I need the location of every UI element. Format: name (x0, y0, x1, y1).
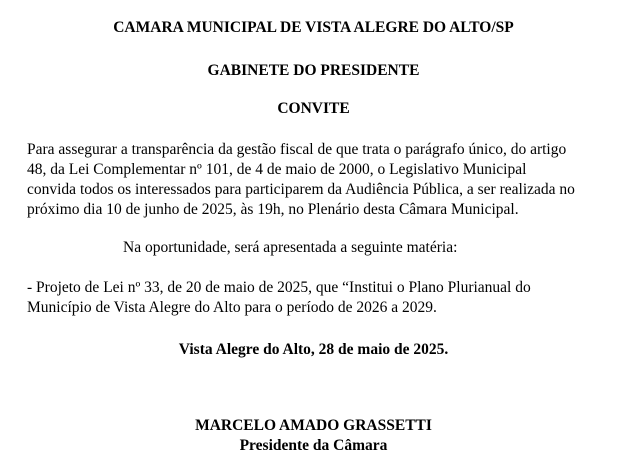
signature-name: MARCELO AMADO GRASSETTI (195, 417, 432, 434)
item-line-2: Município de Vista Alegre do Alto para o período de 2026 a 2029. (27, 299, 437, 316)
paragraph-1-line-4: próximo dia 10 de junho de 2025, às 19h, no Plenário desta Câmara Municipal. (27, 201, 519, 218)
institution-heading: CAMARA MUNICIPAL DE VISTA ALEGRE DO ALTO/SP (113, 19, 514, 36)
item-line-1: - Projeto de Lei nº 33, de 20 de maio de 2025, que “Institui o Plano Plurianual do (27, 279, 531, 296)
paragraph-1-line-3: convida todos os interessados para participarem da Audiência Pública, a ser realizada no (27, 181, 575, 198)
office-heading: GABINETE DO PRESIDENTE (207, 62, 420, 79)
paragraph-2: Na oportunidade, será apresentada a seguinte matéria: (123, 239, 458, 256)
signature-title: Presidente da Câmara (239, 437, 388, 454)
place-date: Vista Alegre do Alto, 28 de maio de 2025. (178, 341, 449, 358)
document-type-heading: CONVITE (277, 100, 350, 117)
paragraph-1-line-2: 48, da Lei Complementar nº 101, de 4 de maio de 2000, o Legislativo Municipal (27, 161, 527, 178)
paragraph-1-line-1: Para assegurar a transparência da gestão fiscal de que trata o parágrafo único, do artigo (27, 141, 567, 158)
